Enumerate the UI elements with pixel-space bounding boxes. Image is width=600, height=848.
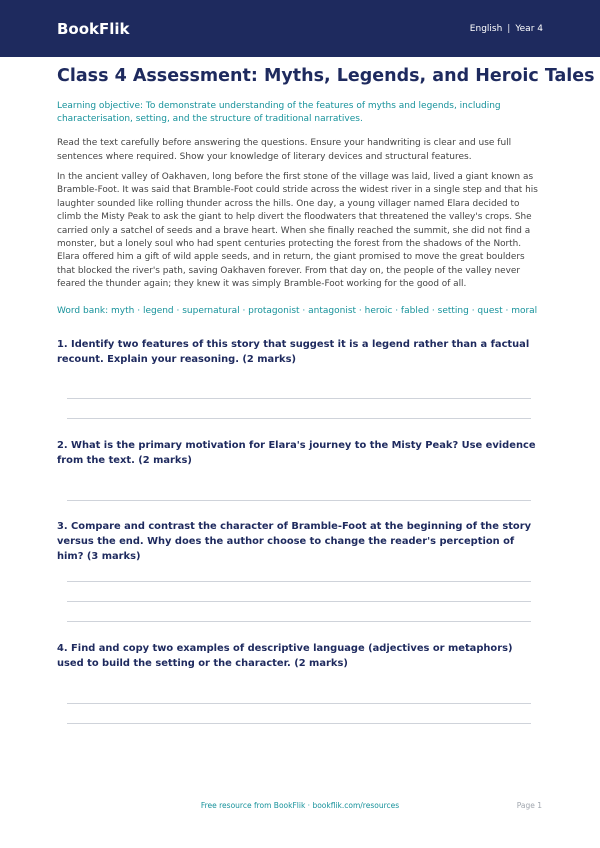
subject-meta	[470, 24, 543, 34]
question-3: 3. Compare and contrast the character of Bramble-Foot at the beginning of the story versus the end. Why does the author choose to change the reader's perception of him? (3 marks)	[57, 521, 532, 562]
footer-credit: Free resource from BookFlik · bookflik.com/resources	[200, 801, 400, 810]
reading-passage: In the ancient valley of Oakhaven, long before the first stone of the village was laid, lived a giant known as Bramble-Foot. It was said that Bramble-Foot could stride across the widest river in a single step and that his laughter sounded like rolling thunder across the hills. One day, a young villager named Elara decided to climb the Misty Peak to ask the giant to help divert the floodwaters that threatened the valley's crops. She carried only a satchel of seeds and a brave heart. When she finally reached the summit, she did not find a monster, but a lonely soul who had spent centuries protecting the forest from the shadows of the North. Elara offered him a gift of wild apple seeds, and in return, the giant promised to move the great boulders that blocked the river's path, saving Oakhaven forever. From that day on, the people of the valley never feared the thunder again; they knew it was simply Bramble-Foot working for the good of all.	[57, 172, 538, 290]
brand-logo: BookFlik	[57, 19, 130, 38]
answer-line[interactable]	[67, 581, 531, 582]
word-bank: Word bank: myth · legend · supernatural · protagonist · antagonist · heroic · fabled · setting · quest · moral	[57, 306, 538, 316]
instructions-text: Read the text carefully before answering the questions. Ensure your handwriting is clear and use full sentences where required. Show your knowledge of literary devices and structural features.	[57, 138, 512, 162]
page-number: Page 1	[516, 801, 542, 810]
answer-line[interactable]	[67, 601, 531, 602]
answer-line[interactable]	[67, 723, 531, 724]
answer-line[interactable]	[67, 398, 531, 399]
page-title: Class 4 Assessment: Myths, Legends, and Heroic Tales	[57, 66, 595, 86]
question-1: 1. Identify two features of this story that suggest it is a legend rather than a factual recount. Explain your reasoning. (2 marks)	[57, 339, 530, 365]
question-4: 4. Find and copy two examples of descriptive language (adjectives or metaphors) used to build the setting or the character. (2 marks)	[57, 643, 513, 669]
answer-line[interactable]	[67, 500, 531, 501]
question-2: 2. What is the primary motivation for Elara's journey to the Misty Peak? Use evidence from the text. (2 marks)	[57, 440, 536, 466]
subject-label: English	[469, 23, 503, 34]
answer-line[interactable]	[67, 703, 531, 704]
answer-line[interactable]	[67, 418, 531, 419]
year-label: Year 4	[515, 23, 543, 34]
learning-objective: Learning objective: To demonstrate understanding of the features of myths and legends, including characterisation, setting, and the structure of traditional narratives.	[57, 101, 501, 124]
meta-separator: |	[507, 23, 511, 34]
answer-line[interactable]	[67, 621, 531, 622]
page-header	[0, 0, 600, 57]
